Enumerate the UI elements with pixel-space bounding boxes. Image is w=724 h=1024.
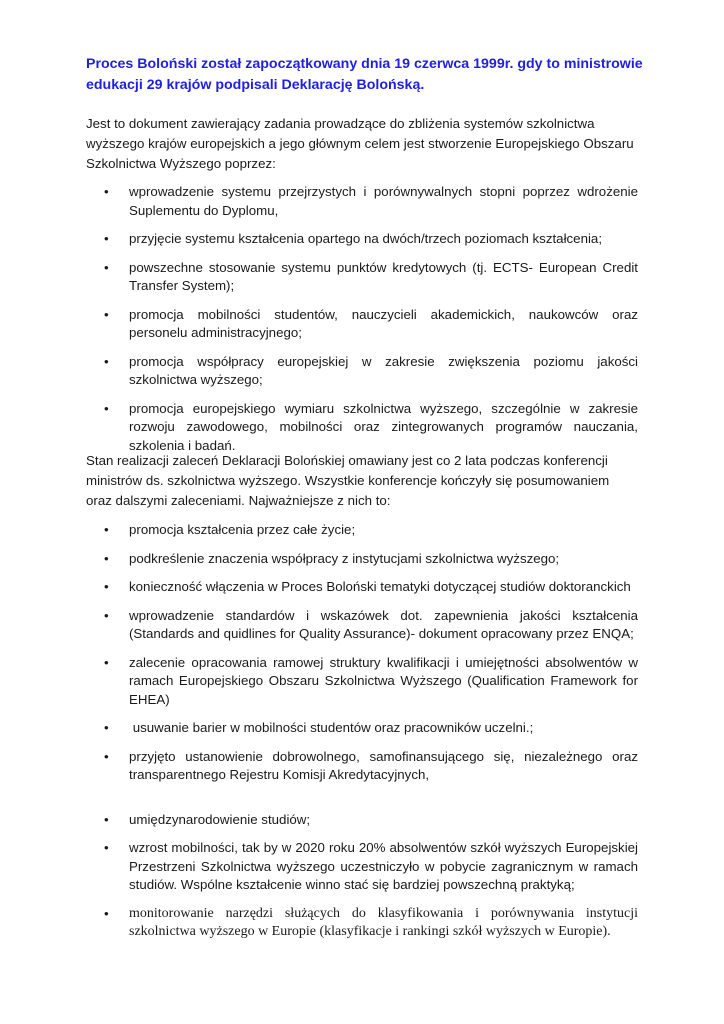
list-item: • przyjęcie systemu kształcenia opartego na dwóch/trzech poziomach kształcenia; — [0, 230, 724, 249]
bullet-icon: • — [104, 654, 109, 670]
list-item: • promocja mobilności studentów, nauczycieli akademickich, naukowców oraz personelu administracyjnego; — [104, 306, 638, 340]
list-item: • usuwanie barier w mobilności studentów oraz pracowników uczelni.; — [0, 719, 724, 738]
list-item: • wzrost mobilności, tak by w 2020 roku 20% absolwentów szkół wyższych Europejskiej Przestrzeni Szkolnictwa wyższego uczestniczyło w pobycie zagranicznym w ramach studiów. Wspólne kształcenie winno stać się bardziej powszechną praktyką; — [104, 840, 638, 892]
bullet-icon: • — [104, 400, 109, 416]
list-item: • wprowadzenie standardów i wskazówek dot. zapewnienia jakości kształcenia (Standards and quidlines for Quality Assurance)- dokument opracowany przez ENQA; — [104, 607, 638, 641]
list-item: • konieczność włączenia w Proces Boloński tematyki dotyczącej studiów doktoranckich — [0, 578, 724, 597]
bullet-icon: • — [104, 840, 109, 855]
bullet-icon: • — [104, 811, 109, 827]
list-item: • promocja europejskiego wymiaru szkolnictwa wyższego, szczególnie w zakresie rozwoju zawodowego, mobilności oraz zintegrowanych programów nauczania, szkolenia i badań. — [104, 400, 638, 453]
bullet-icon: • — [104, 905, 109, 921]
list-item: • promocja współpracy europejskiej w zakresie zwiększenia poziomu jakości szkolnictwa wyższego; — [104, 353, 638, 387]
recommendations-list — [0, 521, 724, 942]
list-item: • wprowadzenie systemu przejrzystych i porównywalnych stopni poprzez wdrożenie Suplementu do Dyplomu, — [104, 184, 638, 218]
list-item: • zalecenie opracowania ramowej struktury kwalifikacji i umiejętności absolwentów w ramach Europejskiego Obszaru Szkolnictwa Wyższego (Qualification Framework for EHEA) — [104, 654, 638, 707]
bullet-icon: • — [104, 720, 109, 735]
page-title: Proces Boloński został zapoczątkowany dnia 19 czerwca 1999r. gdy to ministrowie edukacji 29 krajów podpisali Deklarację Bolońską. — [86, 56, 643, 93]
bullet-icon: • — [104, 579, 109, 594]
list-item: • monitorowanie narzędzi służących do klasyfikowania i porównywania instytucji szkolnictwa wyższego w Europie (klasyfikacje i rankingi szkół wyższych w Europie). — [104, 905, 638, 939]
bullet-icon: • — [104, 353, 109, 369]
list-item: • podkreślenie znaczenia współpracy z instytucjami szkolnictwa wyższego; — [0, 550, 724, 569]
list-item: • umiędzynarodowienie studiów; — [0, 811, 724, 830]
bullet-icon: • — [104, 184, 109, 199]
intro-paragraph: Jest to dokument zawierający zadania prowadzące do zbliżenia systemów szkolnictwa wyższego krajów europejskich a jego głównym celem jest stworzenie Europejskiego Obszaru Szkolnictwa Wyższego poprzez: — [86, 116, 634, 171]
bullet-icon: • — [104, 306, 109, 322]
bullet-icon: • — [104, 550, 109, 566]
list-item: • przyjęto ustanowienie dobrowolnego, samofinansującego się, niezależnego oraz transparentnego Rejestru Komisji Akredytacyjnych, — [104, 748, 638, 782]
bullet-icon: • — [104, 607, 109, 623]
summary-paragraph: Stan realizacji zaleceń Deklaracji Bolońskiej omawiany jest co 2 lata podczas konferencji ministrów ds. szkolnictwa wyższego. Wszystkie konferencje kończyły się posumowaniem oraz dalszymi zaleceniami. Najważniejsze z nich to: — [86, 453, 610, 508]
bullet-icon: • — [104, 231, 109, 246]
bullet-icon: • — [104, 748, 109, 764]
list-item: • promocja kształcenia przez całe życie; — [0, 521, 724, 540]
list-item: • powszechne stosowanie systemu punktów kredytowych (tj. ECTS- European Credit Transfer System); — [104, 259, 638, 293]
goals-list — [0, 183, 724, 455]
bullet-icon: • — [104, 522, 109, 537]
bullet-icon: • — [104, 259, 109, 275]
